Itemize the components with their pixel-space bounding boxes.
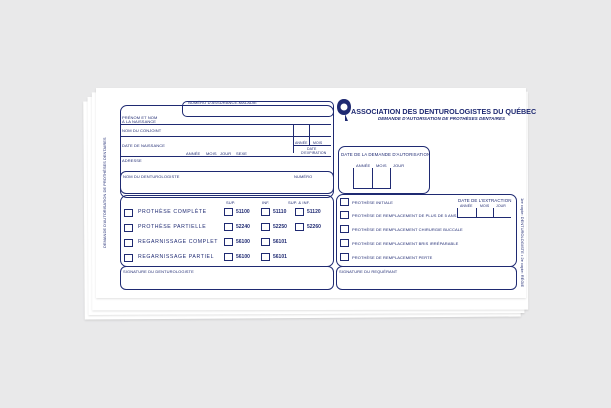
col-sup: SUP. <box>226 200 236 205</box>
exp-year-label: ANNÉE <box>295 141 308 145</box>
code: 51100 <box>236 209 250 215</box>
association-name: ASSOCIATION DES DENTUROLOGISTES DU QUÉBEC <box>351 107 537 116</box>
extraction-day-label: JOUR <box>496 204 506 208</box>
reason-label: PROTHÈSE DE REMPLACEMENT CHIRURGIE BUCCALE <box>352 227 463 232</box>
checkbox-52240[interactable] <box>224 223 233 231</box>
checkbox-56101[interactable] <box>261 238 270 246</box>
request-day-label: JOUR <box>393 163 405 168</box>
birth-year-label: ANNÉE <box>186 151 201 156</box>
checkbox-replace-5yrs[interactable] <box>340 211 349 219</box>
applicant-signature-label: SIGNATURE DU REQUÉRANT <box>339 269 398 274</box>
insurance-number-field[interactable] <box>182 101 334 117</box>
service-label: REGARNISSAGE COMPLET <box>138 239 219 245</box>
birth-day-label: JOUR <box>220 151 232 156</box>
denturologist-signature-label: SIGNATURE DU DENTUROLOGISTE <box>123 269 194 274</box>
request-date-label: DATE DE LA DEMANDE D'AUTORISATION <box>341 152 431 157</box>
checkbox-replace-broken[interactable] <box>340 239 349 247</box>
authorization-form <box>96 88 537 298</box>
request-year-label: ANNÉE <box>356 163 371 168</box>
service-label: PROTHÈSE COMPLÈTE <box>138 209 207 215</box>
checkbox-partial[interactable] <box>124 224 133 232</box>
checkbox-replace-lost[interactable] <box>340 253 349 261</box>
side-label: DEMANDE D'AUTORISATION DE PROTHÈSES DENTAIRES <box>102 137 107 248</box>
col-both: SUP. & INF. <box>288 200 310 205</box>
checkbox-51120[interactable] <box>295 208 304 216</box>
service-label: REGARNISSAGE PARTIEL <box>138 254 215 260</box>
address-label: ADRESSE <box>122 158 142 163</box>
name-label-2: À LA NAISSANCE <box>122 119 157 124</box>
association-logo <box>336 98 352 122</box>
reason-label: PROTHÈSE DE REMPLACEMENT DE PLUS DE 5 ANS <box>352 213 457 218</box>
expiration-label-2: D'EXPIRATION <box>301 151 327 155</box>
col-inf: INF. <box>262 200 270 205</box>
code: 51120 <box>307 209 321 215</box>
birthdate-label: DATE DE NAISSANCE <box>122 143 165 148</box>
extraction-year-label: ANNÉE <box>460 204 473 208</box>
checkbox-52250[interactable] <box>261 223 270 231</box>
expiration-label-1: DATE <box>307 147 317 151</box>
spouse-label: NOM DU CONJOINT <box>122 128 162 133</box>
reason-label: PROTHÈSE INITIALE <box>352 200 394 205</box>
service-label: PROTHÈSE PARTIELLE <box>138 224 207 230</box>
denturologist-number-label: NUMÉRO <box>294 174 313 179</box>
reason-label: PROTHÈSE DE REMPLACEMENT BRIS IRRÉPARABLE <box>352 241 459 246</box>
code: 51110 <box>273 209 287 215</box>
denturologist-name-label: NOM DU DENTUROLOGISTE <box>123 174 180 179</box>
birth-month-label: MOIS <box>206 151 217 156</box>
form-title: DEMANDE D'AUTORISATION DE PROTHÈSES DENTAIRES <box>378 116 506 121</box>
code: 56100 <box>236 239 250 245</box>
code: 52260 <box>307 224 321 230</box>
extraction-date-label: DATE DE L'EXTRACTION <box>458 198 512 203</box>
checkbox-initial[interactable] <box>340 198 349 206</box>
extraction-month-label: MOIS <box>480 204 490 208</box>
code: 56101 <box>273 239 287 245</box>
code: 56100 <box>236 254 250 260</box>
checkbox-reline-complete[interactable] <box>124 239 133 247</box>
checkbox-complete[interactable] <box>124 209 133 217</box>
code: 56101 <box>273 254 287 260</box>
sex-label: SEXE <box>236 151 248 156</box>
name-label-1: PRÉNOM ET NOM <box>122 115 158 120</box>
copy-label: 1re copie: DENTUROLOGISTE • 2e copie: RÉGIE <box>520 198 525 288</box>
checkbox-51110[interactable] <box>261 208 270 216</box>
request-month-label: MOIS <box>376 163 387 168</box>
code: 52250 <box>273 224 287 230</box>
code: 52240 <box>236 224 250 230</box>
checkbox-51100[interactable] <box>224 208 233 216</box>
checkbox-56100-partial[interactable] <box>224 253 233 261</box>
exp-month-label: MOIS <box>313 141 323 145</box>
checkbox-56101-partial[interactable] <box>261 253 270 261</box>
reason-label: PROTHÈSE DE REMPLACEMENT PERTE <box>352 255 433 260</box>
checkbox-replace-surgery[interactable] <box>340 225 349 233</box>
checkbox-reline-partial[interactable] <box>124 254 133 262</box>
checkbox-56100[interactable] <box>224 238 233 246</box>
checkbox-52260[interactable] <box>295 223 304 231</box>
insurance-number-label: NUMÉRO D'ASSURANCE-MALADIE <box>188 100 257 105</box>
